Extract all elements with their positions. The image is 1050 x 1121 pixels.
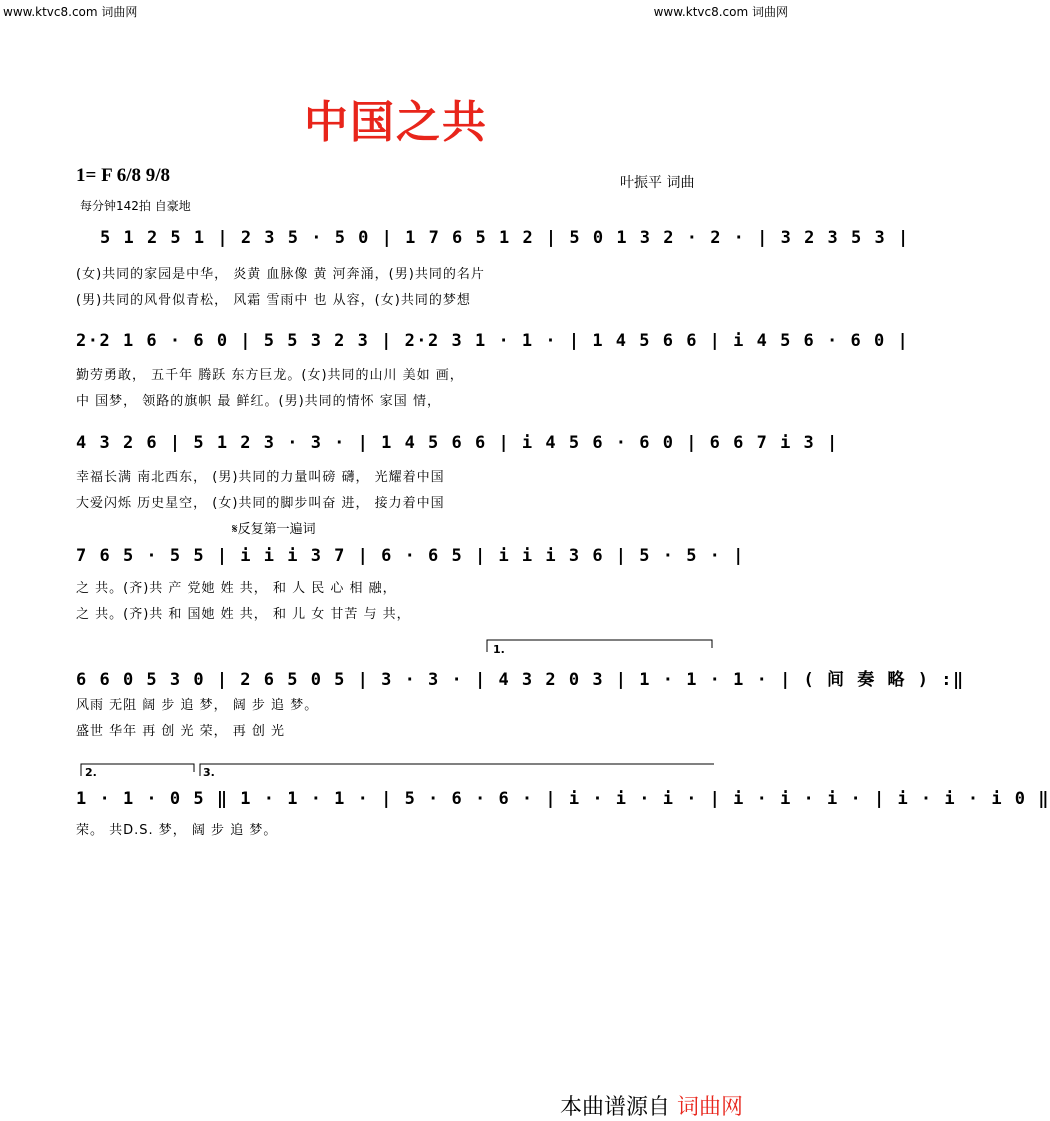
notation-line-6: 1 · 1 · 0 5 ‖ 1 · 1 · 1 · | 5 · 6 · 6 · | i · i · i · | i · i · i · | i · i · i 0 ‖ xyxy=(76,789,1050,809)
notation-line-5: 6 6 0 5 3 0 | 2 6 5 0 5 | 3 · 3 · | 4 3 2 0 3 | 1 · 1 · 1 · | ( 间 奏 略 ) :‖ xyxy=(76,670,965,690)
author-credit: 叶振平 词曲 xyxy=(620,175,695,191)
credit-brand: 词曲网 xyxy=(677,1095,744,1120)
source-credit xyxy=(560,1090,743,1121)
lyrics-line-1a: (女)共同的家园是中华， 炎黄 血脉像 黄 河奔涌，(男)共同的名片 xyxy=(76,267,485,282)
volta-1-label: 1. xyxy=(493,643,505,656)
credit-text: 本曲谱源自 xyxy=(560,1095,677,1120)
lyrics-line-2a: 勤劳勇敢， 五千年 腾跃 东方巨龙。(女)共同的山川 美如 画， xyxy=(76,368,464,383)
lyrics-line-3a: 幸福长满 南北西东， (男)共同的力量叫磅 礴， 光耀着中国 xyxy=(76,470,445,485)
lyrics-line-1b: (男)共同的风骨似青松， 风霜 雪雨中 也 从容，(女)共同的梦想 xyxy=(76,293,471,308)
lyrics-line-5b: 盛世 华年 再 创 光 荣， 再 创 光 xyxy=(76,724,286,739)
lyrics-line-4a: 之 共。(齐)共 产 党她 姓 共， 和 人 民 心 相 融， xyxy=(76,581,397,596)
volta-bracket-1 xyxy=(486,638,716,652)
lyrics-line-6a: 荣。 共D.S. 梦， 阔 步 追 梦。 xyxy=(76,823,278,838)
tempo-marking: 每分钟142拍 自豪地 xyxy=(80,199,191,213)
notation-line-3: 4 3 2 6 | 5 1 2 3 · 3 · | 1 4 5 6 6 | i 4 5 6 · 6 0 | 6 6 7 i 3 | xyxy=(76,433,839,453)
volta-brackets-2-3 xyxy=(80,762,720,776)
volta-3-label: 3. xyxy=(203,766,215,779)
notation-line-4: 7 6 5 · 5 5 | i i i 3 7 | 6 · 6 5 | i i i 3 6 | 5 · 5 · | xyxy=(76,546,745,566)
song-title: 中国之共 xyxy=(304,97,488,148)
lyrics-line-5a: 风雨 无阻 阔 步 追 梦， 阔 步 追 梦。 xyxy=(76,698,319,713)
volta-2-label: 2. xyxy=(85,766,97,779)
header-url-right: www.ktvc8.com 词曲网 xyxy=(653,5,788,19)
segno-marking: 𝄋反复第一遍词 xyxy=(232,522,316,537)
notation-line-1: 5 1 2 5 1 | 2 3 5 · 5 0 | 1 7 6 5 1 2 | 5 0 1 3 2 · 2 · | 3 2 3 5 3 | xyxy=(100,228,910,248)
lyrics-line-3b: 大爱闪烁 历史星空， (女)共同的脚步叫奋 进， 接力着中国 xyxy=(76,496,445,511)
notation-line-2: 2·2 1 6 · 6 0 | 5 5 3 2 3 | 2·2 3 1 · 1 · | 1 4 5 6 6 | i 4 5 6 · 6 0 | xyxy=(76,331,910,351)
lyrics-line-4b: 之 共。(齐)共 和 国她 姓 共， 和 儿 女 甘苦 与 共， xyxy=(76,607,411,622)
header-url-left: www.ktvc8.com 词曲网 xyxy=(3,5,138,19)
key-signature: 1= F 6/8 9/8 xyxy=(76,165,171,186)
lyrics-line-2b: 中 国梦， 领路的旗帜 最 鲜红。(男)共同的情怀 家国 情， xyxy=(76,394,441,409)
